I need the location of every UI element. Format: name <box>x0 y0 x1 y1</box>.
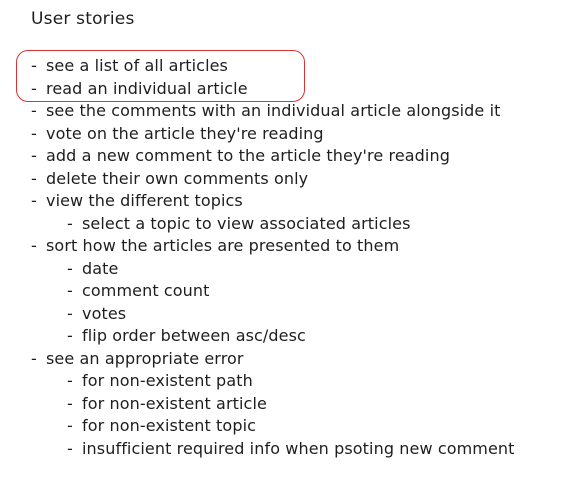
bullet-dash: - <box>67 371 73 390</box>
bullet-dash: - <box>31 191 37 210</box>
sub-story-item <box>31 325 515 348</box>
sub-story-item <box>31 438 515 461</box>
bullet-dash: - <box>67 416 73 435</box>
story-item <box>31 78 515 101</box>
story-text: select a topic to view associated articles <box>82 213 411 233</box>
story-text: for non-existent path <box>82 371 253 390</box>
story-item <box>31 190 515 213</box>
story-text: read an individual article <box>46 78 248 98</box>
sub-story-item <box>31 213 515 236</box>
story-item <box>31 145 515 168</box>
bullet-dash: - <box>31 348 37 368</box>
bullet-dash: - <box>31 146 37 165</box>
story-text: delete their own comments only <box>46 168 309 188</box>
bullet-dash: - <box>67 258 73 278</box>
page-title: User stories <box>31 9 135 29</box>
story-text: add a new comment to the article they're reading <box>46 146 450 165</box>
bullet-dash: - <box>67 326 73 345</box>
user-story-list <box>31 55 515 460</box>
sub-story-item <box>31 415 515 438</box>
story-text: sort how the articles are presented to them <box>46 236 400 255</box>
story-text: for non-existent topic <box>82 416 257 435</box>
sub-story-item <box>31 280 515 303</box>
story-text: for non-existent article <box>82 393 267 413</box>
story-item <box>31 235 515 258</box>
story-text: see a list of all articles <box>46 56 228 75</box>
story-text: see an appropriate error <box>46 348 244 368</box>
bullet-dash: - <box>31 123 37 143</box>
sub-story-item <box>31 393 515 416</box>
bullet-dash: - <box>31 168 37 188</box>
story-item <box>31 55 515 78</box>
story-text: flip order between asc/desc <box>82 326 306 345</box>
sub-story-item <box>31 370 515 393</box>
bullet-dash: - <box>31 236 37 255</box>
bullet-dash: - <box>31 101 37 120</box>
story-text: see the comments with an individual article alongside it <box>46 101 501 120</box>
story-text: vote on the article they're reading <box>46 123 324 143</box>
bullet-dash: - <box>67 438 73 458</box>
bullet-dash: - <box>67 303 73 323</box>
bullet-dash: - <box>67 213 73 233</box>
sub-story-item <box>31 303 515 326</box>
bullet-dash: - <box>67 281 73 300</box>
sub-story-item <box>31 258 515 281</box>
story-text: view the different topics <box>46 191 243 210</box>
story-text: votes <box>82 303 127 323</box>
story-item <box>31 348 515 371</box>
story-text: insufficient required info when psoting new comment <box>82 438 515 458</box>
bullet-dash: - <box>31 78 37 98</box>
story-item <box>31 168 515 191</box>
bullet-dash: - <box>67 393 73 413</box>
story-text: date <box>82 258 119 278</box>
bullet-dash: - <box>31 56 37 75</box>
story-item <box>31 123 515 146</box>
story-text: comment count <box>82 281 210 300</box>
story-item <box>31 100 515 123</box>
